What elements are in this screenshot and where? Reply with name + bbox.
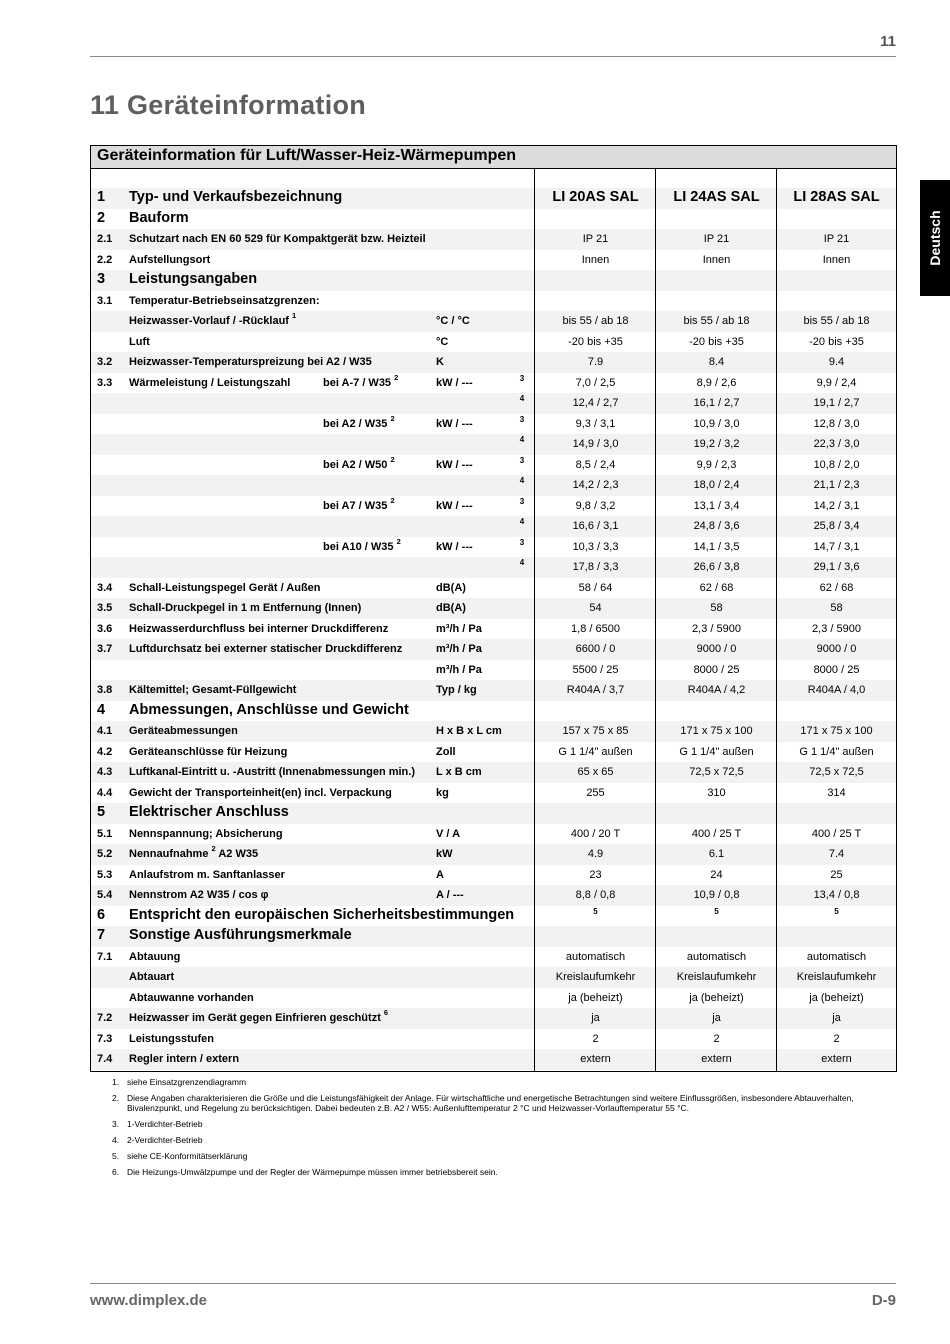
value-cell: Innen — [822, 253, 851, 266]
value-cell: 6.1 — [708, 848, 725, 860]
row-label — [129, 336, 150, 348]
value-cell: 7.9 — [587, 356, 604, 368]
row-label — [129, 189, 342, 205]
value-cell: 171 x 75 x 100 — [800, 725, 873, 737]
value-cell: R404A / 3,7 — [566, 684, 625, 696]
row-unit: kW / --- — [436, 540, 473, 553]
value-cell: bis 55 / ab 18 — [683, 315, 750, 327]
value-cell: 8000 / 25 — [693, 663, 740, 676]
row-unit: H x B x L cm — [436, 725, 502, 737]
row-label — [129, 844, 259, 860]
row-label-text: Schutzart nach EN 60 529 für Kompaktgerät bzw. Heizteil — [129, 233, 426, 245]
value-cell: Innen — [581, 253, 610, 266]
footnote-number: 4. — [112, 1135, 120, 1145]
row-label-text: Heizwasser-Temperaturspreizung bei A2 / W35 — [129, 356, 372, 368]
value-cell: automatisch — [565, 950, 626, 963]
value-cell: 10,8 / 2,0 — [813, 458, 860, 471]
value-cell: 26,6 / 3,8 — [693, 561, 740, 573]
value-cell: IP 21 — [823, 233, 850, 245]
row-unit: dB(A) — [436, 602, 466, 614]
row-label — [129, 828, 283, 840]
header-divider — [90, 56, 896, 57]
row-label-text: Nennstrom A2 W35 / cos φ — [129, 889, 269, 901]
row-label — [129, 602, 361, 614]
value-cell: 171 x 75 x 100 — [680, 725, 753, 737]
row-unit: A — [436, 868, 444, 881]
footnote-text: siehe Einsatzgrenzendiagramm — [127, 1077, 247, 1087]
row-condition-text: bei A7 / W35 — [323, 499, 388, 512]
row-label — [129, 254, 210, 266]
row-label — [129, 927, 352, 943]
value-cell: 5 — [834, 906, 839, 916]
value-cell: 9000 / 0 — [816, 643, 857, 655]
value-cell: 10,9 / 0,8 — [693, 889, 740, 901]
value-cell: 58 — [830, 602, 843, 614]
value-cell: 6600 / 0 — [575, 643, 616, 655]
row-number: 5.3 — [97, 868, 113, 881]
footnotes — [112, 1077, 892, 1183]
value-cell: R404A / 4,2 — [687, 684, 746, 696]
row-label-text: Entspricht den europäischen Sicherheitsbestimmungen — [129, 906, 515, 923]
value-cell: ja — [832, 1012, 841, 1024]
value-cell: 1,8 / 6500 — [571, 622, 620, 635]
value-cell: Innen — [702, 253, 731, 266]
value-cell: Kreislaufumkehr — [676, 971, 757, 983]
footnote-number: 1. — [112, 1077, 120, 1087]
row-label-text: Heizwasserdurchfluss bei interner Druckdifferenz — [129, 622, 389, 635]
value-cell: 10,3 / 3,3 — [572, 540, 619, 553]
header-page-number: 11 — [880, 33, 896, 50]
value-cell: IP 21 — [703, 233, 730, 245]
row-unit: kg — [436, 786, 449, 799]
compressor-mode-ref: 4 — [519, 558, 525, 567]
row-label-text: Heizwasser im Gerät gegen Einfrieren geschützt — [129, 1012, 381, 1024]
row-label-text: Aufstellungsort — [129, 253, 211, 266]
value-cell: 5 — [593, 906, 598, 916]
value-cell: 2 — [833, 1032, 840, 1045]
row-label-text: Abtauart — [129, 971, 175, 983]
value-cell: 25 — [830, 868, 843, 881]
row-label — [129, 702, 409, 718]
row-unit: L x B cm — [436, 766, 482, 778]
row-label-text: Schall-Leistungspegel Gerät / Außen — [129, 581, 321, 594]
row-label-text: Temperatur-Betriebseinsatzgrenzen: — [129, 294, 320, 307]
value-cell: 400 / 25 T — [811, 827, 862, 840]
footnote-item — [112, 1151, 892, 1161]
value-cell: Kreislaufumkehr — [555, 971, 636, 983]
row-number: 4.4 — [97, 786, 113, 799]
row-label — [129, 643, 402, 655]
value-cell: 19,2 / 3,2 — [693, 438, 740, 450]
row-label-text: Wärmeleistung / Leistungszahl — [129, 376, 291, 389]
value-cell: 62 / 68 — [699, 581, 734, 594]
row-condition-text: bei A10 / W35 — [323, 540, 394, 553]
row-label — [129, 869, 285, 881]
row-number: 1 — [97, 189, 106, 205]
footnote-number: 3. — [112, 1119, 120, 1129]
value-cell: ja (beheizt) — [809, 991, 864, 1004]
footnote-text: 1-Verdichter-Betrieb — [127, 1119, 203, 1129]
compressor-mode-ref: 4 — [519, 394, 525, 403]
footnote-item — [112, 1119, 892, 1129]
chapter-title: 11 Geräteinformation — [90, 90, 367, 120]
compressor-mode-ref: 4 — [519, 435, 525, 444]
footnote-ref: 1 — [292, 311, 297, 321]
row-number: 3 — [97, 271, 106, 287]
row-condition — [323, 413, 395, 430]
compressor-mode-ref: 4 — [519, 517, 525, 526]
value-cell: 58 — [710, 602, 723, 614]
row-label-text: Geräteabmessungen — [129, 725, 238, 737]
footnote-number: 2. — [112, 1093, 120, 1103]
row-unit: Typ / kg — [436, 684, 477, 696]
compressor-mode-ref: 3 — [519, 496, 525, 506]
row-label — [129, 233, 426, 245]
row-label — [129, 787, 392, 799]
compressor-mode-ref: 3 — [519, 455, 525, 465]
row-number: 2.2 — [97, 253, 113, 266]
value-cell: 54 — [589, 602, 602, 614]
row-number: 3.3 — [97, 376, 113, 389]
footnote-ref: 2 — [211, 844, 216, 854]
row-label — [129, 311, 297, 327]
row-label-text: Leistungsangaben — [129, 271, 258, 287]
spec-table-title — [91, 146, 896, 169]
value-cell: 2,3 / 5900 — [812, 622, 861, 635]
row-condition — [323, 454, 395, 471]
value-cell: 2 — [713, 1032, 720, 1045]
footnote-text: Diese Angaben charakterisieren die Größe und die Leistungsfähigkeit der Anlage. Für wirtschaftliche und energetische Betrachtungen sind weitere Einflussgrößen, insbesondere Abtauverhalten, Bivalenzpunkt, und Regelung zu berücksichtigen. Dabei bedeuten z.B. A2 / W55: Außenlufttemperatur 2 °C und Heizwasser-Vorlauftemperatur 55 °C. — [127, 1093, 854, 1113]
row-number: 3.1 — [97, 294, 113, 307]
row-label-text: Anlaufstrom m. Sanftanlasser — [129, 868, 285, 881]
row-label — [129, 1033, 214, 1045]
row-label — [129, 725, 238, 737]
value-cell: ja — [591, 1012, 600, 1024]
value-cell: R404A / 4,0 — [807, 684, 866, 696]
value-cell: bis 55 / ab 18 — [803, 315, 870, 327]
row-label-text: Abmessungen, Anschlüsse und Gewicht — [129, 701, 409, 718]
value-cell: 400 / 20 T — [570, 827, 621, 840]
row-number: 7.3 — [97, 1032, 113, 1045]
value-cell: 14,1 / 3,5 — [693, 540, 740, 553]
row-label-text: Gewicht der Transporteinheit(en) incl. Verpackung — [129, 786, 392, 799]
row-label — [129, 356, 372, 368]
row-label — [129, 377, 290, 389]
value-cell: 9,9 / 2,3 — [696, 458, 737, 471]
row-label — [129, 889, 269, 901]
value-cell: automatisch — [686, 950, 747, 963]
row-label-text: Nennaufnahme — [129, 848, 209, 860]
row-unit: °C — [436, 335, 449, 348]
row-label-text: Nennspannung; Absicherung — [129, 827, 283, 840]
row-number: 7.1 — [97, 950, 113, 963]
footer-divider — [90, 1283, 896, 1284]
value-cell: 8,8 / 0,8 — [575, 889, 616, 901]
value-cell: -20 bis +35 — [568, 335, 623, 348]
row-label-text: Schall-Druckpegel in 1 m Entfernung (Innen) — [129, 602, 362, 614]
compressor-mode-ref: 4 — [519, 476, 525, 485]
value-cell: automatisch — [806, 950, 867, 963]
value-cell: 5 — [714, 906, 719, 916]
row-label-text: Kältemittel; Gesamt-Füllgewicht — [129, 684, 297, 696]
value-cell: ja (beheizt) — [689, 991, 744, 1004]
row-label-text: Abtauung — [129, 950, 181, 963]
value-cell: 255 — [586, 786, 605, 799]
value-cell: 17,8 / 3,3 — [572, 561, 619, 573]
row-number: 7.2 — [97, 1012, 113, 1024]
value-cell: 14,7 / 3,1 — [813, 540, 860, 553]
row-label — [129, 684, 296, 696]
column-divider — [534, 169, 535, 1071]
row-number: 2.1 — [97, 233, 113, 245]
compressor-mode-ref: 3 — [519, 414, 525, 424]
value-cell: 16,6 / 3,1 — [572, 520, 619, 532]
value-cell: 9.4 — [828, 356, 845, 368]
footnote-number: 5. — [112, 1151, 120, 1161]
value-cell: 4.9 — [587, 848, 604, 860]
value-cell: 157 x 75 x 85 — [562, 725, 629, 737]
value-cell: 14,2 / 2,3 — [572, 479, 619, 491]
value-cell: 8,5 / 2,4 — [575, 458, 616, 471]
value-cell: 7,0 / 2,5 — [575, 376, 616, 389]
value-cell: IP 21 — [582, 233, 609, 245]
row-condition-text: bei A2 / W50 — [323, 458, 388, 471]
row-number: 3.5 — [97, 602, 113, 614]
value-cell: 310 — [707, 786, 726, 799]
row-unit: Zoll — [436, 745, 456, 758]
value-cell: 72,5 x 72,5 — [689, 766, 744, 778]
row-unit: V / A — [436, 827, 461, 840]
value-cell: 13,1 / 3,4 — [693, 499, 740, 512]
value-cell: G 1 1/4" außen — [558, 745, 633, 758]
value-cell: 8,9 / 2,6 — [696, 376, 737, 389]
row-label-text: Geräteanschlüsse für Heizung — [129, 745, 288, 758]
value-cell: LI 20AS SAL — [552, 189, 639, 205]
value-cell: 13,4 / 0,8 — [813, 889, 860, 901]
row-label — [129, 804, 289, 820]
row-label — [129, 623, 388, 635]
value-cell: -20 bis +35 — [809, 335, 864, 348]
row-unit: °C / °C — [436, 315, 470, 327]
value-cell: 24 — [710, 868, 723, 881]
value-cell: G 1 1/4" außen — [679, 745, 754, 758]
value-cell: bis 55 / ab 18 — [562, 315, 629, 327]
footnote-ref: 2 — [390, 454, 395, 464]
row-number: 4.1 — [97, 725, 113, 737]
spec-table-title-text: Geräteinformation für Luft/Wasser-Heiz-Wärmepumpen — [97, 147, 517, 164]
compressor-mode-ref: 3 — [519, 537, 525, 547]
row-number: 5.2 — [97, 848, 113, 860]
row-number: 3.8 — [97, 684, 113, 696]
value-cell: 12,4 / 2,7 — [572, 397, 619, 409]
row-unit: kW / --- — [436, 499, 473, 512]
column-divider — [655, 169, 656, 1071]
value-cell: LI 28AS SAL — [793, 189, 880, 205]
row-unit: dB(A) — [436, 581, 466, 594]
value-cell: 23 — [589, 868, 602, 881]
row-label-text: Bauform — [129, 209, 189, 226]
spec-table-body — [91, 169, 896, 1071]
footnote-text: Die Heizungs-Umwälzpumpe und der Regler der Wärmepumpe müssen immer betriebsbereit sein. — [127, 1167, 498, 1177]
value-cell: 12,8 / 3,0 — [813, 417, 860, 430]
value-cell: 25,8 / 3,4 — [813, 520, 860, 532]
row-number: 7 — [97, 927, 106, 943]
row-condition-text: bei A2 / W35 — [323, 417, 388, 430]
row-label-suffix: A2 W35 — [215, 848, 259, 860]
value-cell: 8.4 — [708, 356, 725, 368]
row-unit: m³/h / Pa — [436, 622, 482, 635]
row-label-text: Luftkanal-Eintritt u. -Austritt (Innenabmessungen min.) — [129, 766, 415, 778]
footnote-item — [112, 1093, 892, 1113]
row-number: 6 — [97, 906, 106, 923]
row-condition-text: bei A-7 / W35 — [323, 376, 392, 389]
row-label — [129, 1053, 239, 1065]
row-label-text: Typ- und Verkaufsbezeichnung — [129, 189, 343, 205]
footer-page-number: D-9 — [871, 1292, 896, 1309]
footnote-ref: 2 — [396, 536, 401, 546]
row-number: 3.4 — [97, 581, 113, 594]
row-label-text: Leistungsstufen — [129, 1032, 214, 1045]
value-cell: 9,8 / 3,2 — [575, 499, 616, 512]
value-cell: 22,3 / 3,0 — [813, 438, 860, 450]
row-label-text: Sonstige Ausführungsmerkmale — [129, 927, 352, 943]
row-number: 2 — [97, 209, 106, 226]
row-label — [129, 582, 321, 594]
row-number: 4.2 — [97, 745, 113, 758]
value-cell: ja (beheizt) — [568, 991, 623, 1004]
row-label-text: Abtauwanne vorhanden — [129, 991, 254, 1004]
row-number: 3.7 — [97, 643, 113, 655]
row-number: 3.6 — [97, 622, 113, 635]
value-cell: 10,9 / 3,0 — [693, 417, 740, 430]
row-label — [129, 992, 254, 1004]
footnote-item — [112, 1077, 892, 1087]
row-label — [129, 766, 415, 778]
value-cell: extern — [580, 1053, 611, 1065]
row-condition — [323, 372, 399, 389]
row-label-text: Luft — [129, 335, 150, 348]
value-cell: 16,1 / 2,7 — [693, 397, 740, 409]
row-label — [129, 295, 320, 307]
row-number: 3.2 — [97, 356, 113, 368]
row-label — [129, 951, 180, 963]
value-cell: ja — [712, 1012, 721, 1024]
value-cell: 400 / 25 T — [691, 827, 742, 840]
footnote-text: 2-Verdichter-Betrieb — [127, 1135, 203, 1145]
row-unit: m³/h / Pa — [436, 643, 482, 655]
row-condition — [323, 536, 401, 553]
row-unit: kW / --- — [436, 417, 473, 430]
row-condition — [323, 495, 395, 512]
footnote-ref: 2 — [390, 495, 395, 505]
spec-table — [90, 145, 897, 1072]
value-cell: 14,2 / 3,1 — [813, 499, 860, 512]
row-unit: kW / --- — [436, 376, 473, 389]
value-cell: Kreislaufumkehr — [796, 971, 877, 983]
row-unit: kW — [436, 848, 453, 860]
row-number: 7.4 — [97, 1053, 113, 1065]
value-cell: 8000 / 25 — [813, 663, 860, 676]
value-cell: 62 / 68 — [819, 581, 854, 594]
value-cell: 18,0 / 2,4 — [693, 479, 740, 491]
value-cell: 65 x 65 — [577, 766, 614, 778]
row-unit: m³/h / Pa — [436, 663, 482, 676]
value-cell: 2,3 / 5900 — [692, 622, 741, 635]
row-label — [129, 1008, 389, 1024]
language-tab-label: Deutsch — [927, 210, 943, 266]
column-divider — [776, 169, 777, 1071]
row-number: 4 — [97, 701, 106, 718]
footnote-text: siehe CE-Konformitätserklärung — [127, 1151, 248, 1161]
value-cell: 58 / 64 — [578, 581, 613, 594]
row-label — [129, 971, 174, 983]
row-number: 4.3 — [97, 766, 113, 778]
row-unit: kW / --- — [436, 458, 473, 471]
row-unit: K — [436, 356, 444, 368]
value-cell: 7.4 — [828, 848, 845, 860]
footnote-ref: 6 — [383, 1008, 389, 1018]
value-cell: 314 — [827, 786, 846, 799]
row-number: 5.4 — [97, 889, 113, 901]
row-label-text: Heizwasser-Vorlauf / -Rücklauf — [129, 315, 289, 327]
row-number: 5.1 — [97, 827, 113, 840]
value-cell: 9,3 / 3,1 — [575, 417, 616, 430]
value-cell: 9000 / 0 — [696, 643, 737, 655]
row-label — [129, 746, 287, 758]
footnote-ref: 2 — [390, 413, 395, 423]
row-number: 5 — [97, 804, 106, 820]
footnote-item — [112, 1167, 892, 1177]
row-label — [129, 907, 514, 923]
value-cell: -20 bis +35 — [689, 335, 744, 348]
value-cell: G 1 1/4" außen — [799, 745, 874, 758]
row-label — [129, 210, 189, 226]
value-cell: 72,5 x 72,5 — [809, 766, 864, 778]
compressor-mode-ref: 3 — [519, 373, 525, 383]
value-cell: extern — [701, 1053, 732, 1065]
value-cell: 2 — [592, 1032, 599, 1045]
row-label — [129, 271, 257, 287]
value-cell: 9,9 / 2,4 — [816, 376, 857, 389]
row-label-text: Regler intern / extern — [129, 1053, 240, 1065]
language-tab — [920, 180, 950, 296]
row-label-text: Elektrischer Anschluss — [129, 804, 289, 820]
value-cell: 19,1 / 2,7 — [813, 397, 860, 409]
footnote-ref: 2 — [394, 372, 399, 382]
value-cell: 14,9 / 3,0 — [572, 438, 619, 450]
value-cell: 21,1 / 2,3 — [813, 479, 860, 491]
value-cell: LI 24AS SAL — [673, 189, 760, 205]
value-cell: 29,1 / 3,6 — [813, 561, 860, 573]
footer-url: www.dimplex.de — [90, 1292, 207, 1309]
row-label-text: Luftdurchsatz bei externer statischer Druckdifferenz — [129, 643, 403, 655]
value-cell: 24,8 / 3,6 — [693, 520, 740, 532]
value-cell: 5500 / 25 — [572, 663, 619, 676]
value-cell: extern — [821, 1053, 852, 1065]
footnote-number: 6. — [112, 1167, 120, 1177]
footnote-item — [112, 1135, 892, 1145]
row-unit: A / --- — [436, 889, 464, 901]
